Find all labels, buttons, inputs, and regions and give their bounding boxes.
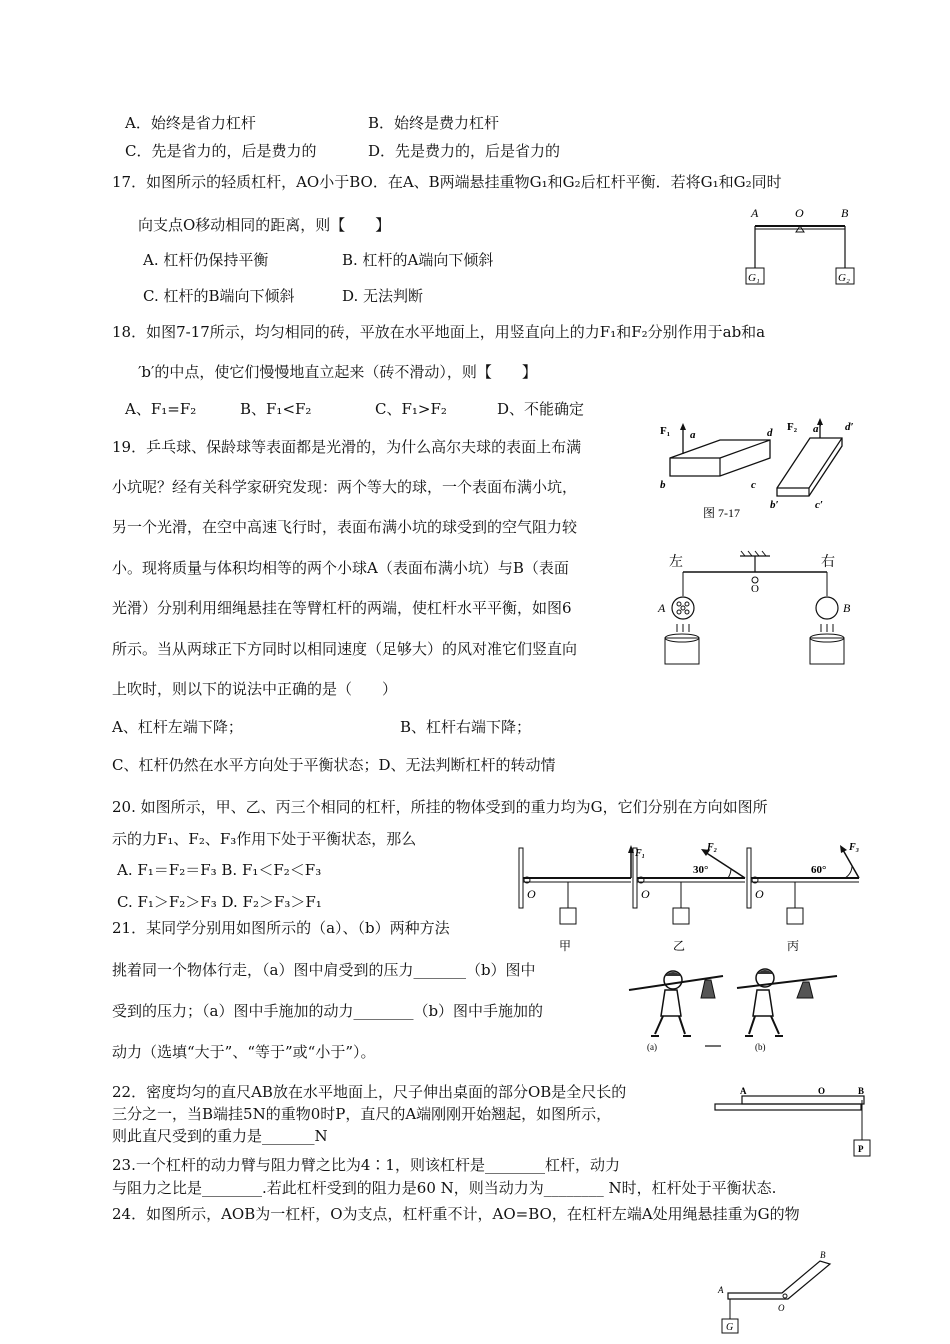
q19-label-left: 左 — [669, 555, 683, 570]
q18-label-c-prime: c′ — [815, 499, 823, 511]
q17-option-d: D. 无法判断 — [342, 287, 424, 305]
q20-label-30deg: 30° — [693, 864, 709, 876]
q20-label-f2: F₂ — [707, 842, 718, 853]
q24-label-b: B — [820, 1250, 826, 1260]
q17-option-c: C. 杠杆的B端向下倾斜 — [143, 287, 295, 305]
q20-label-jia: 甲 — [559, 939, 572, 952]
q19-label-a: A — [658, 601, 666, 615]
q18-label-d-prime: d′ — [845, 421, 854, 433]
q19-line5: 光滑）分别利用细绳悬挂在等臂杠杆的两端，使杠杆水平平衡，如图6 — [112, 599, 572, 617]
q19-line6: 所示。当从两球正下方同时以相同速度（足够大）的风对准它们竖直向 — [112, 640, 578, 658]
q20-label-o1: O — [527, 887, 536, 901]
q20-label-o2: O — [641, 887, 650, 901]
q19-option-a: A、杠杆左端下降； — [112, 718, 243, 736]
q18-figure-caption: 图 7-17 — [703, 506, 740, 520]
q18-stem-line1: 18．如图7-17所示，均匀相同的砖，平放在水平地面上，用竖直向上的力F₁和F₂分别作用于ab和a — [112, 323, 766, 341]
q19-line7: 上吹时，则以下的说法中正确的是（ ） — [112, 680, 398, 698]
q20-lever-jia — [519, 845, 645, 952]
q19-label-right: 右 — [821, 555, 835, 570]
q17-option-b: B. 杠杆的A端向下倾斜 — [342, 251, 494, 269]
q19-line3: 另一个光滑，在空中高速飞行时，表面布满小坑的球受到的空气阻力较 — [112, 518, 578, 536]
q18-label-c: c — [751, 479, 756, 491]
q17-label-a: A — [751, 206, 759, 220]
q18-option-d: D、不能确定 — [497, 400, 585, 418]
q17-label-o: O — [795, 206, 804, 220]
q18-label-d: d — [767, 427, 773, 439]
q17-label-g1: G₁ — [748, 272, 760, 284]
q18-option-a: A、F₁=F₂ — [125, 400, 197, 418]
q24-label-a: A — [718, 1285, 724, 1295]
q18-label-f2: F₂ — [787, 421, 798, 433]
q18-label-a: a — [690, 429, 696, 441]
q19-label-o: O — [751, 583, 759, 595]
q24-line1: 24．如图所示，AOB为一杠杆，O为支点，杠杆重不计，AO=BO，在杠杆左端A处用绳悬挂重为G的物 — [112, 1205, 800, 1223]
q17-stem-line1: 17．如图所示的轻质杠杆，AO小于BO．在A、B两端悬挂重物G₁和G₂后杠杆平衡．若将G₁和G₂同时 — [112, 173, 782, 191]
q24-bent-lever-figure — [712, 1247, 844, 1339]
q20-label-yi: 乙 — [673, 939, 686, 952]
q21-line2: 挑着同一个物体行走，（a）图中肩受到的压力_______（b）图中 — [112, 961, 536, 979]
q17-label-g2: G₂ — [838, 272, 850, 284]
q16-option-c: C．先是省力的，后是费力的 — [125, 142, 317, 160]
q16-option-b: B．始终是费力杠杆 — [368, 114, 500, 132]
q20-line2: 示的力F₁、F₂、F₃作用下处于平衡状态，那么 — [112, 830, 417, 848]
q22-line2: 三分之一，当B端挂5N的重物0时P，直尺的A端刚刚开始翘起，如图所示， — [112, 1105, 612, 1123]
q17-lever-figure — [735, 202, 860, 292]
q19-line2: 小坑呢？经有关科学家研究发现：两个等大的球，一个表面布满小坑， — [112, 478, 578, 496]
q17-label-b: B — [841, 206, 849, 220]
q24-label-g: G — [726, 1322, 734, 1333]
q18-label-b-prime: b′ — [770, 499, 779, 511]
q22-label-b: B — [858, 1086, 865, 1096]
q22-line1: 22．密度均匀的直尺AB放在水平地面上，尺子伸出桌面的部分OB是全尺长的 — [112, 1083, 627, 1101]
q20-lever-bing — [747, 842, 859, 952]
q19-line1: 19．乒乓球、保龄球等表面都是光滑的，为什么高尔夫球的表面上布满 — [112, 438, 582, 456]
q18-option-b: B、F₁<F₂ — [240, 400, 312, 418]
q20-label-f3: F₃ — [849, 842, 860, 853]
q18-option-c: C、F₁>F₂ — [375, 400, 447, 418]
q18-stem-line2: ′b′的中点，使它们慢慢地直立起来（砖不滑动），则【 】 — [138, 363, 537, 381]
q20-options-cd: C. F₁＞F₂＞F₃ D. F₂＞F₃＞F₁ — [117, 893, 322, 911]
q20-three-levers-figure — [513, 840, 865, 952]
q20-label-o3: O — [755, 887, 764, 901]
q23-line2: 与阻力之比是________.若此杠杆受到的阻力是60 N，则当动力为________ N时，杠杆处于平衡状态. — [112, 1179, 777, 1197]
q22-line3: 则此直尺受到的重力是_______N — [112, 1127, 328, 1145]
q16-option-d: D．先是费力的，后是省力的 — [368, 142, 561, 160]
q20-line1: 20. 如图所示，甲、乙、丙三个相同的杠杆，所挂的物体受到的重力均为G，它们分别在方向如图所 — [112, 798, 768, 816]
q17-option-a: A. 杠杆仍保持平衡 — [143, 251, 269, 269]
q16-option-a: A．始终是省力杠杆 — [125, 114, 256, 132]
q21-person-b — [737, 969, 837, 1052]
q19-lever-balls-figure — [655, 548, 855, 666]
q18-label-a-prime: a′ — [813, 423, 822, 435]
q19-line4: 小。现将质量与体积均相等的两个小球A（表面布满小坑）与B（表面 — [112, 559, 569, 577]
q21-line1: 21．某同学分别用如图所示的（a）、（b）两种方法 — [112, 919, 450, 937]
q20-options-ab: A. F₁＝F₂＝F₃ B. F₁＜F₂＜F₃ — [117, 861, 322, 879]
q21-person-a — [629, 971, 723, 1052]
q21-label-a: (a) — [647, 1042, 657, 1052]
q24-label-o: O — [778, 1303, 785, 1313]
q20-label-bing: 丙 — [787, 939, 800, 952]
q22-ruler-figure — [712, 1082, 880, 1162]
q22-label-a: A — [740, 1086, 747, 1096]
q22-label-o: O — [818, 1086, 826, 1096]
q21-line3: 受到的压力；（a）图中手施加的动力________（b）图中手施加的 — [112, 1002, 544, 1020]
q21-carrying-figure — [625, 962, 850, 1057]
q18-label-b: b — [660, 479, 666, 491]
q19-option-cd: C、杠杆仍然在水平方向处于平衡状态；D、无法判断杠杆的转动情 — [112, 756, 556, 774]
q19-label-b: B — [843, 601, 851, 615]
q17-stem-line2: 向支点O移动相同的距离，则【 】 — [138, 216, 391, 234]
q22-label-p: P — [858, 1144, 864, 1154]
q18-brick-figure — [655, 418, 865, 528]
q23-line1: 23.一个杠杆的动力臂与阻力臂之比为4∶1，则该杠杆是________杠杆，动力 — [112, 1156, 620, 1174]
q20-label-f1: F₁ — [635, 848, 646, 859]
q21-label-b: (b) — [755, 1042, 766, 1052]
q20-label-60deg: 60° — [811, 864, 827, 876]
q20-lever-yi — [633, 842, 745, 952]
q21-line4: 动力（选填“大于”、“等于”或“小于”）。 — [112, 1043, 376, 1061]
q19-option-b: B、杠杆右端下降； — [400, 718, 532, 736]
q18-label-f1: F₁ — [660, 425, 671, 437]
